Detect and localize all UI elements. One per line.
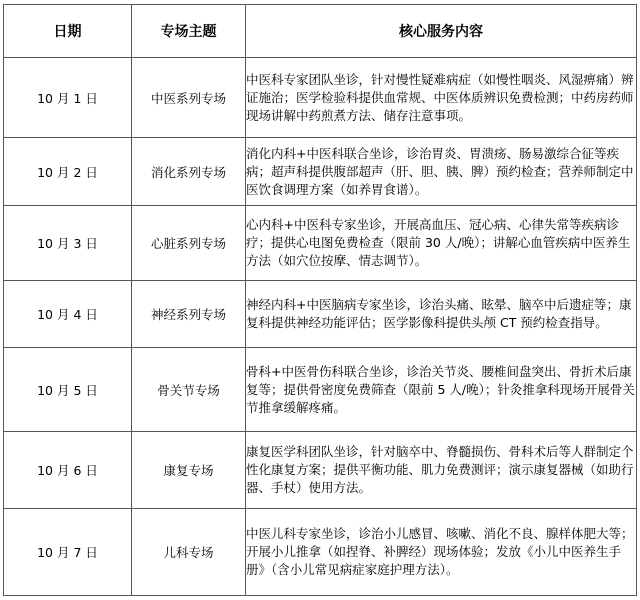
date-cell: 10 月 6 日: [4, 432, 132, 509]
header-content: 核心服务内容: [246, 5, 637, 58]
schedule-table: [3, 4, 637, 596]
header-date: 日期: [4, 5, 132, 58]
date-cell: 10 月 3 日: [4, 206, 132, 281]
content-cell: 康复医学科团队坐诊，针对脑卒中、脊髓损伤、骨科术后等人群制定个性化康复方案；提供平衡功能、肌力免费测评；演示康复器械（如助行器、手杖）使用方法。: [246, 432, 637, 509]
table-row: [4, 509, 637, 596]
theme-cell: 消化系列专场: [132, 138, 246, 206]
date-cell: 10 月 7 日: [4, 509, 132, 596]
theme-cell: 康复专场: [132, 432, 246, 509]
table-row: [4, 281, 637, 348]
date-cell: 10 月 4 日: [4, 281, 132, 348]
theme-cell: 神经系列专场: [132, 281, 246, 348]
content-cell: 心内科+中医科专家坐诊，开展高血压、冠心病、心律失常等疾病诊疗；提供心电图免费检查（限前 30 人/晚）；讲解心血管疾病中医养生方法（如穴位按摩、情志调节）。: [246, 206, 637, 281]
date-cell: 10 月 1 日: [4, 58, 132, 138]
date-cell: 10 月 5 日: [4, 348, 132, 432]
theme-cell: 中医系列专场: [132, 58, 246, 138]
table-row: [4, 432, 637, 509]
header-theme: 专场主题: [132, 5, 246, 58]
table-row: [4, 348, 637, 432]
table-row: [4, 58, 637, 138]
theme-cell: 儿科专场: [132, 509, 246, 596]
header-row: [4, 5, 637, 58]
content-cell: 中医科专家团队坐诊，针对慢性疑难病症（如慢性咽炎、风湿痹痛）辨证施治；医学检验科提供血常规、中医体质辨识免费检测；中药房药师现场讲解中药煎煮方法、储存注意事项。: [246, 58, 637, 138]
content-cell: 中医儿科专家坐诊，诊治小儿感冒、咳嗽、消化不良、腺样体肥大等；开展小儿推拿（如捏脊、补脾经）现场体验；发放《小儿中医养生手册》（含小儿常见病症家庭护理方法）。: [246, 509, 637, 596]
content-cell: 骨科+中医骨伤科联合坐诊，诊治关节炎、腰椎间盘突出、骨折术后康复等；提供骨密度免费筛查（限前 5 人/晚）；针灸推拿科现场开展骨关节推拿缓解疼痛。: [246, 348, 637, 432]
content-cell: 神经内科+中医脑病专家坐诊，诊治头痛、眩晕、脑卒中后遗症等；康复科提供神经功能评估；医学影像科提供头颅 CT 预约检查指导。: [246, 281, 637, 348]
date-cell: 10 月 2 日: [4, 138, 132, 206]
theme-cell: 骨关节专场: [132, 348, 246, 432]
table-row: [4, 138, 637, 206]
theme-cell: 心脏系列专场: [132, 206, 246, 281]
table-row: [4, 206, 637, 281]
content-cell: 消化内科+中医科联合坐诊，诊治胃炎、胃溃疡、肠易激综合征等疾病；超声科提供腹部超声（肝、胆、胰、脾）预约检查；营养师制定中医饮食调理方案（如养胃食谱）。: [246, 138, 637, 206]
